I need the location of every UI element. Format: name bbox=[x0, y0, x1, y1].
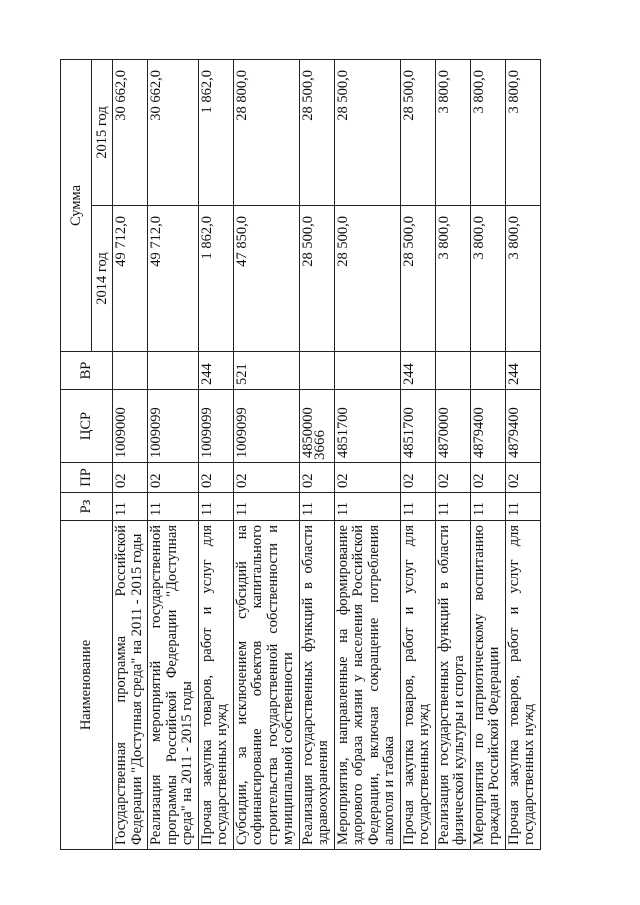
cell-name: Реализация государственных функций в области физической культуры и спорта bbox=[435, 521, 470, 850]
cell-pr: 02 bbox=[198, 463, 233, 493]
col-header-sum: Сумма bbox=[61, 60, 92, 352]
cell-vr bbox=[334, 352, 400, 390]
cell-name: Мероприятия по патриотическому воспитанию граждан Российской Федерации bbox=[470, 521, 505, 850]
col-header-name: Наименование bbox=[61, 521, 113, 850]
table-row bbox=[505, 60, 540, 850]
cell-name: Реализация мероприятий государственной программы Российской Федерации "Доступная среда" на 2011 - 2015 годы bbox=[148, 521, 199, 850]
cell-vr: 244 bbox=[400, 352, 435, 390]
cell-pr: 02 bbox=[113, 463, 148, 493]
cell-rz: 11 bbox=[435, 493, 470, 521]
cell-pr: 02 bbox=[505, 463, 540, 493]
table-row bbox=[435, 60, 470, 850]
cell-2015: 28 800,0 bbox=[233, 60, 299, 206]
budget-table bbox=[60, 59, 541, 850]
cell-csr: 4851700 bbox=[400, 390, 435, 463]
cell-pr: 02 bbox=[400, 463, 435, 493]
cell-2014: 3 800,0 bbox=[470, 206, 505, 352]
cell-2015: 3 800,0 bbox=[435, 60, 470, 206]
table-row bbox=[299, 60, 334, 850]
cell-pr: 02 bbox=[299, 463, 334, 493]
cell-2014: 28 500,0 bbox=[400, 206, 435, 352]
cell-2014: 49 712,0 bbox=[113, 206, 148, 352]
cell-csr: 1009099 bbox=[198, 390, 233, 463]
cell-2014: 1 862,0 bbox=[198, 206, 233, 352]
cell-csr: 4879400 bbox=[470, 390, 505, 463]
table-row bbox=[148, 60, 199, 850]
cell-csr: 4870000 bbox=[435, 390, 470, 463]
cell-name: Мероприятия, направленные на формирование здорового образа жизни у населения Российской Федерации, включая сокращение потребления алкоголя и табака bbox=[334, 521, 400, 850]
page-number: 3666 bbox=[312, 430, 328, 460]
cell-rz: 11 bbox=[400, 493, 435, 521]
cell-rz: 11 bbox=[198, 493, 233, 521]
cell-rz: 11 bbox=[334, 493, 400, 521]
table-row bbox=[334, 60, 400, 850]
cell-2014: 47 850,0 bbox=[233, 206, 299, 352]
col-header-pr: ПР bbox=[61, 463, 113, 493]
table-row bbox=[198, 60, 233, 850]
cell-name: Реализация государственных функций в области здравоохранения bbox=[299, 521, 334, 850]
cell-csr: 4850000 bbox=[299, 390, 334, 463]
col-header-csr: ЦСР bbox=[61, 390, 113, 463]
cell-pr: 02 bbox=[148, 463, 199, 493]
cell-2015: 30 662,0 bbox=[113, 60, 148, 206]
table-row bbox=[400, 60, 435, 850]
cell-name: Государственная программа Российской Федерации "Доступная среда" на 2011 - 2015 годы bbox=[113, 521, 148, 850]
cell-vr bbox=[299, 352, 334, 390]
rotated-budget-table bbox=[60, 60, 577, 850]
cell-csr: 4851700 bbox=[334, 390, 400, 463]
cell-vr bbox=[435, 352, 470, 390]
cell-2015: 30 662,0 bbox=[148, 60, 199, 206]
cell-rz: 11 bbox=[233, 493, 299, 521]
cell-csr: 4879400 bbox=[505, 390, 540, 463]
cell-2014: 49 712,0 bbox=[148, 206, 199, 352]
cell-2014: 3 800,0 bbox=[435, 206, 470, 352]
cell-csr: 1009099 bbox=[148, 390, 199, 463]
cell-2014: 28 500,0 bbox=[299, 206, 334, 352]
cell-vr bbox=[470, 352, 505, 390]
cell-csr: 1009099 bbox=[233, 390, 299, 463]
cell-rz: 11 bbox=[299, 493, 334, 521]
table-row bbox=[233, 60, 299, 850]
col-header-vr: ВР bbox=[61, 352, 113, 390]
col-header-2015: 2015 год bbox=[92, 60, 113, 206]
cell-2015: 28 500,0 bbox=[334, 60, 400, 206]
cell-pr: 02 bbox=[435, 463, 470, 493]
cell-rz: 11 bbox=[148, 493, 199, 521]
cell-2015: 3 800,0 bbox=[470, 60, 505, 206]
cell-rz: 11 bbox=[470, 493, 505, 521]
table-body bbox=[113, 60, 541, 850]
cell-vr: 244 bbox=[505, 352, 540, 390]
cell-vr: 521 bbox=[233, 352, 299, 390]
cell-name: Прочая закупка товаров, работ и услуг для государственных нужд bbox=[198, 521, 233, 850]
cell-pr: 02 bbox=[470, 463, 505, 493]
header-row-1 bbox=[61, 60, 92, 850]
cell-2015: 1 862,0 bbox=[198, 60, 233, 206]
table-row bbox=[470, 60, 505, 850]
cell-name: Прочая закупка товаров, работ и услуг для государственных нужд bbox=[505, 521, 540, 850]
cell-rz: 11 bbox=[113, 493, 148, 521]
cell-vr bbox=[148, 352, 199, 390]
cell-2015: 3 800,0 bbox=[505, 60, 540, 206]
cell-vr: 244 bbox=[198, 352, 233, 390]
cell-2015: 28 500,0 bbox=[299, 60, 334, 206]
cell-rz: 11 bbox=[505, 493, 540, 521]
cell-name: Субсидии, за исключением субсидий на софинансирование объектов капитального строительства государственной собственности и муниципальной собственности bbox=[233, 521, 299, 850]
cell-2014: 3 800,0 bbox=[505, 206, 540, 352]
table-row bbox=[113, 60, 148, 850]
cell-2015: 28 500,0 bbox=[400, 60, 435, 206]
col-header-2014: 2014 год bbox=[92, 206, 113, 352]
col-header-rz: Рз bbox=[61, 493, 113, 521]
cell-csr: 1009000 bbox=[113, 390, 148, 463]
cell-2014: 28 500,0 bbox=[334, 206, 400, 352]
cell-vr bbox=[113, 352, 148, 390]
cell-pr: 02 bbox=[233, 463, 299, 493]
cell-name: Прочая закупка товаров, работ и услуг для государственных нужд bbox=[400, 521, 435, 850]
cell-pr: 02 bbox=[334, 463, 400, 493]
